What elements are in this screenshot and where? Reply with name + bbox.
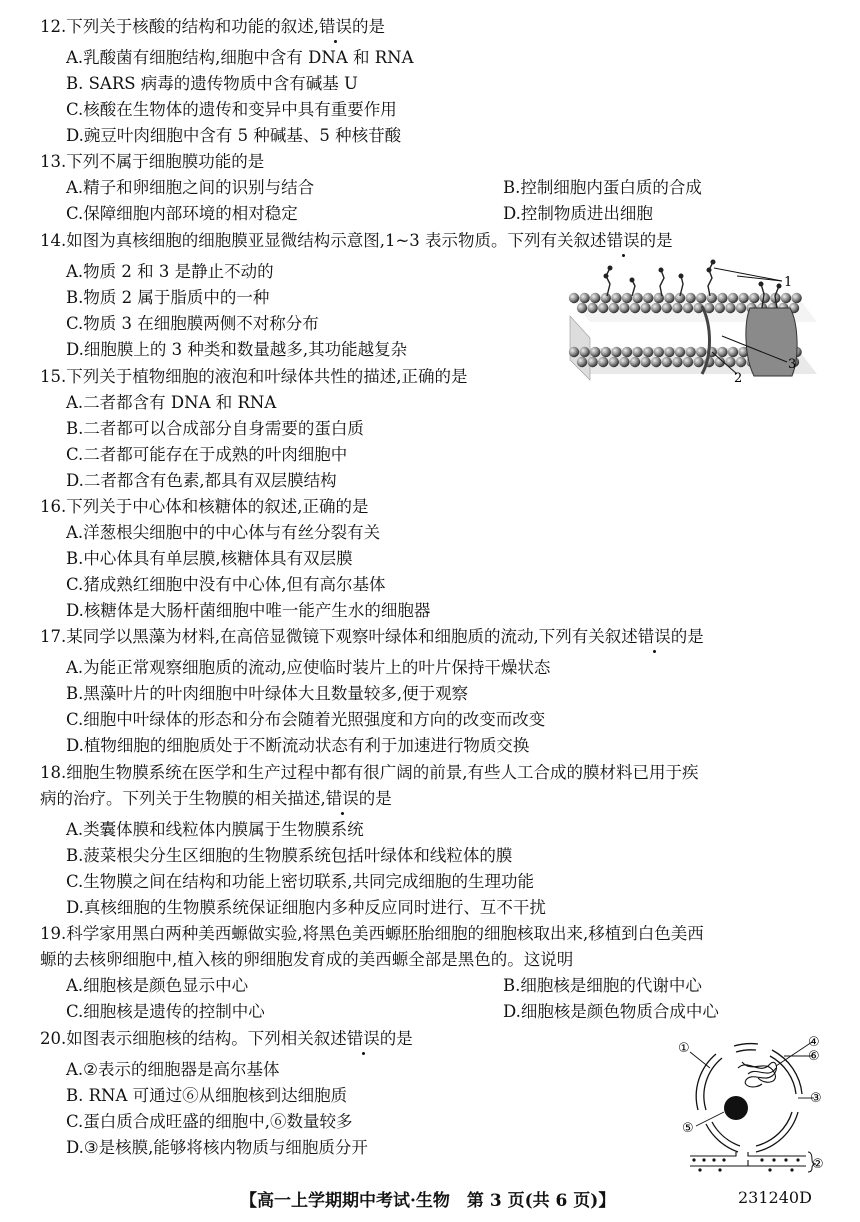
q17-option-c: C.细胞中叶绿体的形态和分布会随着光照强度和方向的改变而改变: [66, 710, 546, 729]
q16-option-d: D.核糖体是大肠杆菌细胞中唯一能产生水的细胞器: [66, 601, 431, 620]
nuclear-envelope-shape: [696, 1044, 802, 1152]
q20-option-c: C.蛋白质合成旺盛的细胞中,⑥数量较多: [66, 1112, 353, 1131]
nucleus-label-1: ①: [678, 1041, 690, 1056]
q18-option-b: B.菠菜根尖分生区细胞的生物膜系统包括叶绿体和线粒体的膜: [66, 846, 513, 865]
q20-option-a: A.②表示的细胞器是高尔基体: [66, 1060, 280, 1079]
q14-option-c: C.物质 3 在细胞膜两侧不对称分布: [66, 314, 319, 333]
nucleolus-shape: [724, 1096, 748, 1120]
phospholipid-head: [672, 357, 682, 367]
phospholipid-head: [662, 357, 672, 367]
leader-line-1: [714, 268, 782, 281]
phospholipid-head: [651, 357, 661, 367]
phospholipid-head: [654, 347, 664, 357]
question-18-stem-line1: 18.细胞生物膜系统在医学和生产过程中都有很广阔的前景,有些人工合成的膜材料已用于疾: [40, 763, 699, 782]
q12-option-b: B. SARS 病毒的遗传物质中含有碱基 U: [66, 74, 358, 93]
phospholipid-head: [601, 347, 611, 357]
phospholipid-head: [569, 347, 579, 357]
phospholipid-head: [640, 303, 650, 313]
phospholipid-head: [643, 347, 653, 357]
phospholipid-head: [685, 347, 695, 357]
phospholipid-head: [662, 303, 672, 313]
question-19-stem-line1: 19.科学家用黑白两种美西螈做实验,将黑色美西螈胚胎细胞的细胞核取出来,移植到白色美西: [40, 924, 704, 943]
q20-option-b: B. RNA 可通过⑥从细胞核到达细胞质: [66, 1086, 348, 1105]
phospholipid-head: [717, 293, 727, 303]
phospholipid-head: [654, 293, 664, 303]
phospholipid-head: [696, 347, 706, 357]
q15-option-b: B.二者都可以合成部分自身需要的蛋白质: [66, 419, 364, 438]
nucleus-label-6: ⑥: [808, 1049, 820, 1064]
q19-option-d: D.细胞核是颜色物质合成中心: [503, 1002, 719, 1021]
phospholipid-head: [611, 293, 621, 303]
phospholipid-head: [577, 303, 587, 313]
q13-option-a: A.精子和卵细胞之间的识别与结合: [66, 178, 315, 197]
phospholipid-head: [590, 293, 600, 303]
question-17-stem: 17.某同学以黑藻为材料,在高倍显微镜下观察叶绿体和细胞质的流动,下列有关叙述错误的是: [40, 627, 704, 646]
phospholipid-head: [696, 293, 706, 303]
q19-option-a: A.细胞核是颜色显示中心: [66, 976, 249, 995]
phospholipid-head: [728, 293, 738, 303]
phospholipid-head: [664, 293, 674, 303]
chromatin-shape: [738, 1062, 776, 1087]
question-15-stem: 15.下列关于植物细胞的液泡和叶绿体共性的描述,正确的是: [40, 367, 468, 386]
q17-option-b: B.黑藻叶片的叶肉细胞中叶绿体大且数量较多,便于观察: [66, 684, 469, 703]
q13-option-b: B.控制细胞内蛋白质的合成: [503, 178, 702, 197]
ribosome-dots: [692, 1158, 799, 1171]
q18-option-a: A.类囊体膜和线粒体内膜属于生物膜系统: [66, 820, 364, 839]
q17-option-a: A.为能正常观察细胞质的流动,应使临时装片上的叶片保持干燥状态: [66, 658, 551, 677]
question-14-stem: 14.如图为真核细胞的细胞膜亚显微结构示意图,1~3 表示物质。下列有关叙述错误的是: [40, 231, 673, 250]
q16-option-b: B.中心体具有单层膜,核糖体具有双层膜: [66, 549, 353, 568]
phospholipid-head: [579, 347, 589, 357]
phospholipid-head: [632, 293, 642, 303]
q20-option-d: D.③是核膜,能够将核内物质与细胞质分开: [66, 1138, 368, 1157]
q18-option-d: D.真核细胞的生物膜系统保证细胞内多种反应同时进行、互不干扰: [66, 898, 546, 917]
phospholipid-head: [622, 293, 632, 303]
phospholipid-head: [598, 303, 608, 313]
phospholipid-head: [736, 303, 746, 313]
nucleus-label-3: ③: [810, 1091, 822, 1106]
phospholipid-head: [738, 293, 748, 303]
phospholipid-head: [664, 347, 674, 357]
q12-option-d: D.豌豆叶肉细胞中含有 5 种碱基、5 种核苷酸: [66, 126, 402, 145]
membrane-figure: [562, 256, 824, 384]
q14-option-b: B.物质 2 属于脂质中的一种: [66, 288, 270, 307]
phospholipid-head: [587, 357, 597, 367]
phospholipid-head: [728, 347, 738, 357]
phospholipid-head: [609, 357, 619, 367]
phospholipid-head: [672, 303, 682, 313]
membrane-label-1: 1: [784, 275, 793, 290]
phospholipid-head: [685, 293, 695, 303]
q14-option-d: D.细胞膜上的 3 种类和数量越多,其功能越复杂: [66, 340, 408, 359]
phospholipid-head: [717, 347, 727, 357]
page-footer: 【高一上学期期中考试·生物 第 3 页(共 6 页)】: [240, 1191, 616, 1211]
membrane-label-3: 3: [788, 357, 797, 372]
phospholipid-head: [736, 357, 746, 367]
phospholipid-head: [791, 293, 801, 303]
phospholipid-head: [569, 293, 579, 303]
q13-option-d: D.控制物质进出细胞: [503, 204, 653, 223]
q15-option-a: A.二者都含有 DNA 和 RNA: [66, 393, 277, 412]
phospholipid-head: [715, 303, 725, 313]
q12-option-a: A.乳酸菌有细胞结构,细胞中含有 DNA 和 RNA: [66, 48, 414, 67]
q15-option-d: D.二者都含有色素,都具有双层膜结构: [66, 471, 337, 490]
phospholipid-head: [587, 303, 597, 313]
q16-option-a: A.洋葱根尖细胞中的中心体与有丝分裂有关: [66, 523, 381, 542]
q18-option-c: C.生物膜之间在结构和功能上密切联系,共同完成细胞的生理功能: [66, 872, 535, 891]
question-20-stem: 20.如图表示细胞核的结构。下列相关叙述错误的是: [40, 1029, 413, 1048]
q16-option-c: C.猪成熟红细胞中没有中心体,但有高尔基体: [66, 575, 386, 594]
phospholipid-head: [683, 303, 693, 313]
nucleus-label-2: ②: [812, 1157, 824, 1172]
phospholipid-head: [577, 357, 587, 367]
phospholipid-head: [630, 357, 640, 367]
phospholipid-head: [590, 347, 600, 357]
endoplasmic-reticulum-shape: [690, 1152, 806, 1166]
sugar-dots: [604, 260, 782, 289]
phospholipid-head: [683, 357, 693, 367]
phospholipid-head: [609, 303, 619, 313]
q17-option-d: D.植物细胞的细胞质处于不断流动状态有利于加速进行物质交换: [66, 736, 530, 755]
q12-option-c: C.核酸在生物体的遗传和变异中具有重要作用: [66, 100, 397, 119]
q19-option-b: B.细胞核是细胞的代谢中心: [503, 976, 702, 995]
question-13-stem: 13.下列不属于细胞膜功能的是: [40, 152, 265, 171]
phospholipid-head: [601, 293, 611, 303]
membrane-label-2: 2: [734, 371, 743, 384]
phospholipid-head: [693, 357, 703, 367]
phospholipid-head: [611, 347, 621, 357]
q19-option-c: C.细胞核是遗传的控制中心: [66, 1002, 265, 1021]
phospholipid-head: [598, 357, 608, 367]
phospholipid-head: [781, 293, 791, 303]
question-12-stem: 12.下列关于核酸的结构和功能的叙述,错误的是: [40, 17, 385, 36]
leader-lines: [690, 1042, 814, 1126]
q14-option-a: A.物质 2 和 3 是静止不动的: [66, 262, 274, 281]
q13-option-c: C.保障细胞内部环境的相对稳定: [66, 204, 298, 223]
phospholipid-head: [619, 357, 629, 367]
nucleus-figure: [676, 1028, 828, 1174]
phospholipid-head: [675, 347, 685, 357]
phospholipid-head: [725, 303, 735, 313]
nucleus-label-4: ④: [808, 1035, 820, 1050]
nucleus-label-5: ⑤: [682, 1121, 694, 1136]
phospholipid-head: [630, 303, 640, 313]
phospholipid-head: [579, 293, 589, 303]
phospholipid-head: [651, 303, 661, 313]
phospholipid-head: [707, 293, 717, 303]
phospholipid-head: [640, 357, 650, 367]
phospholipid-head: [643, 293, 653, 303]
phospholipid-head: [622, 347, 632, 357]
phospholipid-head: [749, 293, 759, 303]
question-16-stem: 16.下列关于中心体和核糖体的叙述,正确的是: [40, 497, 369, 516]
question-19-stem-line2: 螈的去核卵细胞中,植入核的卵细胞发育成的美西螈全部是黑色的。这说明: [40, 950, 574, 969]
phospholipid-head: [619, 303, 629, 313]
phospholipid-head: [632, 347, 642, 357]
phospholipid-head: [760, 293, 770, 303]
paper-code: 231240D: [738, 1188, 812, 1207]
q15-option-c: C.二者都可能存在于成熟的叶肉细胞中: [66, 445, 348, 464]
question-18-stem-line2: 病的治疗。下列关于生物膜的相关描述,错误的是: [40, 789, 392, 808]
